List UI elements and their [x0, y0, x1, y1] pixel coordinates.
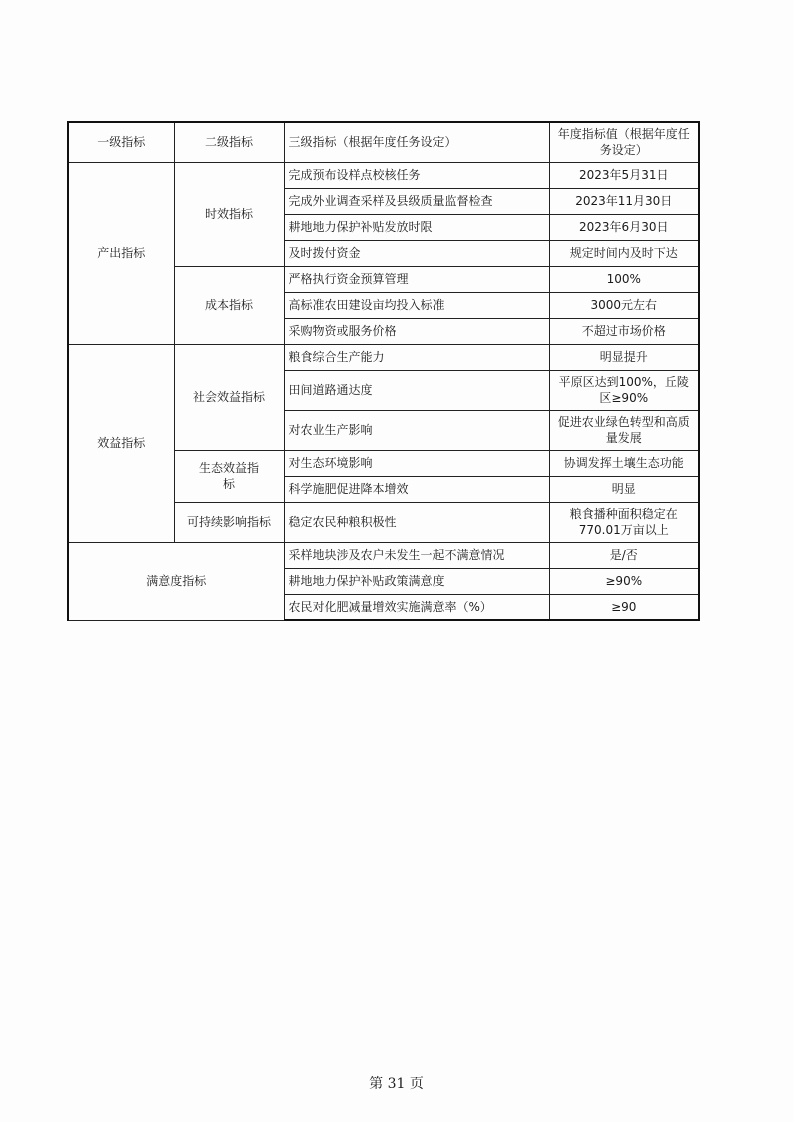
level3-cell: 耕地地力保护补贴发放时限: [284, 214, 549, 240]
value-cell: 是/否: [549, 542, 699, 568]
value-cell: 3000元左右: [549, 292, 699, 318]
value-cell: 促进农业绿色转型和高质量发展: [549, 410, 699, 450]
level2-sustainable: 可持续影响指标: [174, 502, 284, 542]
value-cell: 明显提升: [549, 344, 699, 370]
level3-cell: 田间道路通达度: [284, 370, 549, 410]
value-cell: 2023年6月30日: [549, 214, 699, 240]
value-cell: 2023年11月30日: [549, 188, 699, 214]
level1-satisfaction: 满意度指标: [68, 542, 284, 620]
value-cell: 粮食播种面积稳定在770.01万亩以上: [549, 502, 699, 542]
level1-output: 产出指标: [68, 162, 174, 344]
level3-cell: 及时拨付资金: [284, 240, 549, 266]
level3-cell: 严格执行资金预算管理: [284, 266, 549, 292]
level3-cell: 高标准农田建设亩均投入标准: [284, 292, 549, 318]
level2-timeliness: 时效指标: [174, 162, 284, 266]
table-row: [68, 344, 699, 370]
value-cell: ≥90%: [549, 568, 699, 594]
level2-cost: 成本指标: [174, 266, 284, 344]
value-cell: 明显: [549, 476, 699, 502]
header-level2: 二级指标: [174, 122, 284, 162]
level3-cell: 稳定农民种粮积极性: [284, 502, 549, 542]
level3-cell: 采购物资或服务价格: [284, 318, 549, 344]
level3-cell: 采样地块涉及农户未发生一起不满意情况: [284, 542, 549, 568]
value-cell: 不超过市场价格: [549, 318, 699, 344]
value-cell: 平原区达到100%，丘陵区≥90%: [549, 370, 699, 410]
header-level1: 一级指标: [68, 122, 174, 162]
value-cell: 协调发挥土壤生态功能: [549, 450, 699, 476]
value-cell: 100%: [549, 266, 699, 292]
level2-social: 社会效益指标: [174, 344, 284, 450]
level3-cell: 对农业生产影响: [284, 410, 549, 450]
header-level3: 三级指标（根据年度任务设定）: [284, 122, 549, 162]
level3-cell: 完成预布设样点校核任务: [284, 162, 549, 188]
level1-benefit: 效益指标: [68, 344, 174, 542]
table-header-row: [68, 122, 699, 162]
page-number: 第 31 页: [369, 1076, 424, 1092]
level3-cell: 耕地地力保护补贴政策满意度: [284, 568, 549, 594]
level3-cell: 科学施肥促进降本增效: [284, 476, 549, 502]
value-cell: ≥90: [549, 594, 699, 620]
table-row: [68, 162, 699, 188]
level3-cell: 粮食综合生产能力: [284, 344, 549, 370]
level3-cell: 农民对化肥减量增效实施满意率（%）: [284, 594, 549, 620]
header-value: 年度指标值（根据年度任务设定）: [549, 122, 699, 162]
value-cell: 2023年5月31日: [549, 162, 699, 188]
level2-ecological: 生态效益指标: [174, 450, 284, 502]
level3-cell: 对生态环境影响: [284, 450, 549, 476]
performance-indicator-table: [67, 121, 700, 621]
table-row: [68, 542, 699, 568]
level3-cell: 完成外业调查采样及县级质量监督检查: [284, 188, 549, 214]
value-cell: 规定时间内及时下达: [549, 240, 699, 266]
